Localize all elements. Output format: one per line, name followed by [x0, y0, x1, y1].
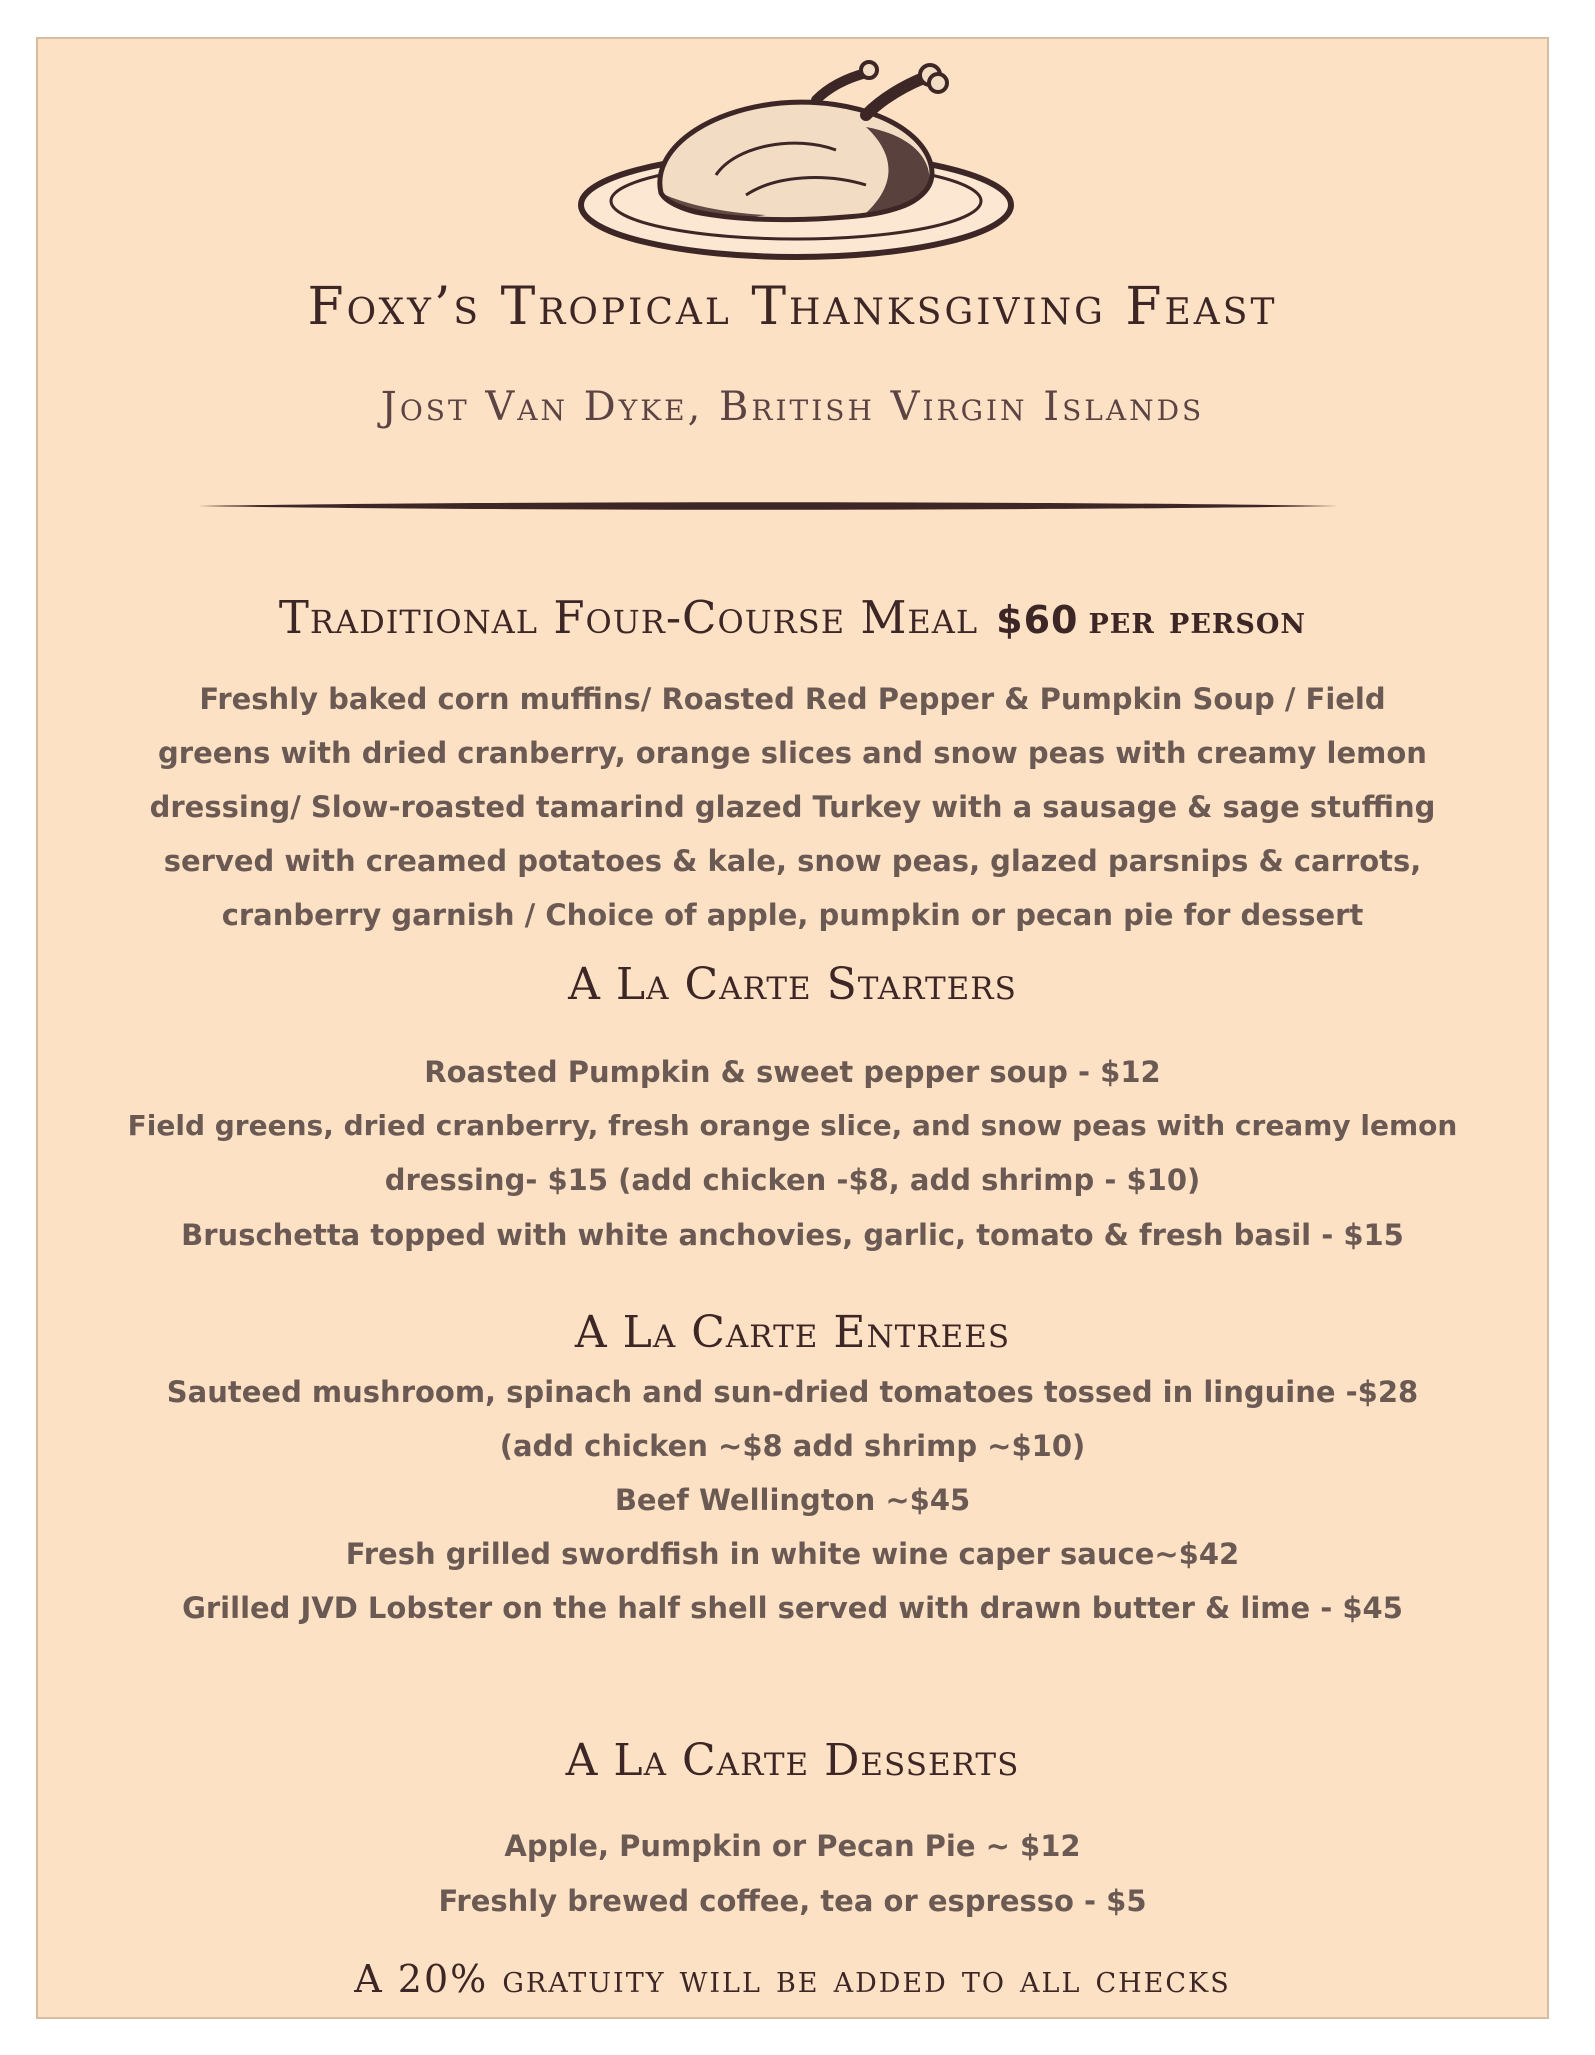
entree-item: Beef Wellington ~$45 — [614, 1483, 971, 1517]
dessert-item: Apple, Pumpkin or Pecan Pie ~ $12 — [504, 1829, 1081, 1863]
section-divider — [198, 499, 1338, 513]
four-course-price: $60 — [996, 598, 1079, 642]
meal-description-line: cranberry garnish / Choice of apple, pumpkin or pecan pie for dessert — [221, 898, 1364, 932]
meal-description-line: greens with dried cranberry, orange slices and snow peas with creamy lemon — [158, 736, 1427, 770]
menu-page — [36, 37, 1549, 2019]
menu-title: Foxy’s Tropical Thanksgiving Feast — [307, 277, 1278, 337]
entrees-heading: A La Carte Entrees — [574, 1307, 1011, 1358]
entree-item: (add chicken ~$8 add shrimp ~$10) — [499, 1429, 1086, 1463]
starter-item: Bruschetta topped with white anchovies, garlic, tomato & fresh basil - $15 — [181, 1218, 1404, 1252]
entree-item: Grilled JVD Lobster on the half shell served with drawn butter & lime - $45 — [182, 1591, 1403, 1625]
dessert-item: Freshly brewed coffee, tea or espresso - $5 — [438, 1884, 1147, 1918]
meal-description-line: served with creamed potatoes & kale, snow peas, glazed parsnips & carrots, — [163, 844, 1422, 878]
gratuity-notice: A 20% gratuity will be added to all checks — [354, 1957, 1231, 2001]
roast-turkey-on-platter-icon — [566, 55, 1026, 275]
starter-item: Field greens, dried cranberry, fresh orange slice, and snow peas with creamy lemon — [127, 1109, 1458, 1142]
entree-item: Fresh grilled swordfish in white wine caper sauce~$42 — [345, 1537, 1240, 1571]
starters-heading: A La Carte Starters — [568, 959, 1017, 1010]
meal-description-line: Freshly baked corn muffins/ Roasted Red Pepper & Pumpkin Soup / Field — [199, 682, 1386, 716]
meal-description-line: dressing/ Slow-roasted tamarind glazed Turkey with a sausage & sage stuffing — [149, 790, 1436, 824]
starter-item: Roasted Pumpkin & sweet pepper soup - $12 — [424, 1055, 1161, 1089]
desserts-heading: A La Carte Desserts — [565, 1735, 1020, 1786]
menu-subtitle: Jost Van Dyke, British Virgin Islands — [380, 384, 1205, 430]
four-course-title: Traditional Four-Course Meal — [278, 591, 979, 644]
four-course-per-person: per person — [1088, 597, 1307, 642]
starter-item: dressing- $15 (add chicken -$8, add shrimp - $10) — [384, 1163, 1201, 1197]
four-course-heading — [38, 591, 1547, 644]
entree-item: Sauteed mushroom, spinach and sun-dried tomatoes tossed in linguine -$28 — [166, 1375, 1419, 1409]
